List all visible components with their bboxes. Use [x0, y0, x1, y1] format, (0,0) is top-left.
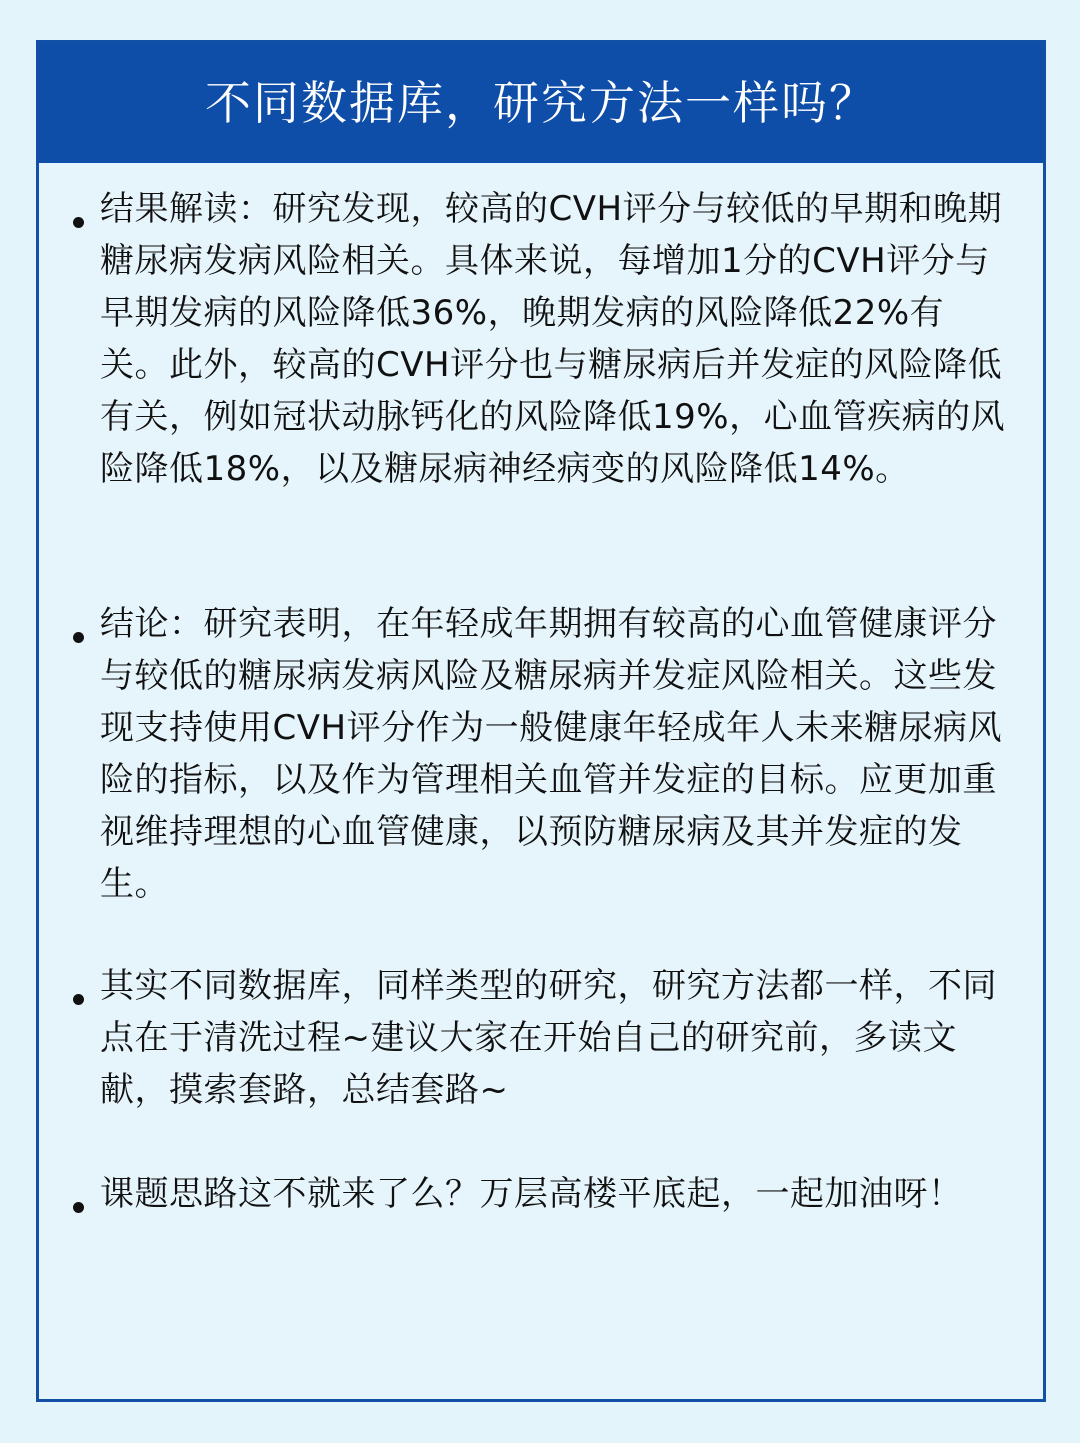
- bullet-dot-icon: [73, 217, 84, 228]
- bullet-dot-icon: [73, 1202, 84, 1213]
- bullet-text-conclusion: 结论：研究表明，在年轻成年期拥有较高的心血管健康评分与较低的糖尿病发病风险及糖尿病并发症风险相关。这些发现支持使用CVH评分作为一般健康年轻成年人未来糖尿病风险的指标，以及作为管理相关血管并发症的目标。应更加重视维持理想的心血管健康，以预防糖尿病及其并发症的发生。: [100, 604, 1003, 904]
- page-title: 不同数据库，研究方法一样吗？: [205, 76, 877, 130]
- header-banner: [39, 43, 1043, 163]
- bullet-dot-icon: [73, 994, 84, 1005]
- bullet-dot-icon: [73, 632, 84, 643]
- bullet-text-encouragement: 课题思路这不就来了么？万层高楼平底起，一起加油呀！: [100, 1174, 963, 1214]
- bullet-text-results: 结果解读：研究发现，较高的CVH评分与较低的早期和晚期糖尿病发病风险相关。具体来说，每增加1分的CVH评分与早期发病的风险降低36%，晚期发病的风险降低22%有关。此外，较高的CVH评分也与糖尿病后并发症的风险降低有关，例如冠状动脉钙化的风险降低19%，心血管疾病的风险降低18%，以及糖尿病神经病变的风险降低14%。: [100, 189, 1006, 489]
- content-card: [36, 40, 1046, 1402]
- bullet-text-methods: 其实不同数据库，同样类型的研究，研究方法都一样，不同点在于清洗过程~建议大家在开始自己的研究前，多读文献，摸索套路，总结套路~: [100, 966, 997, 1110]
